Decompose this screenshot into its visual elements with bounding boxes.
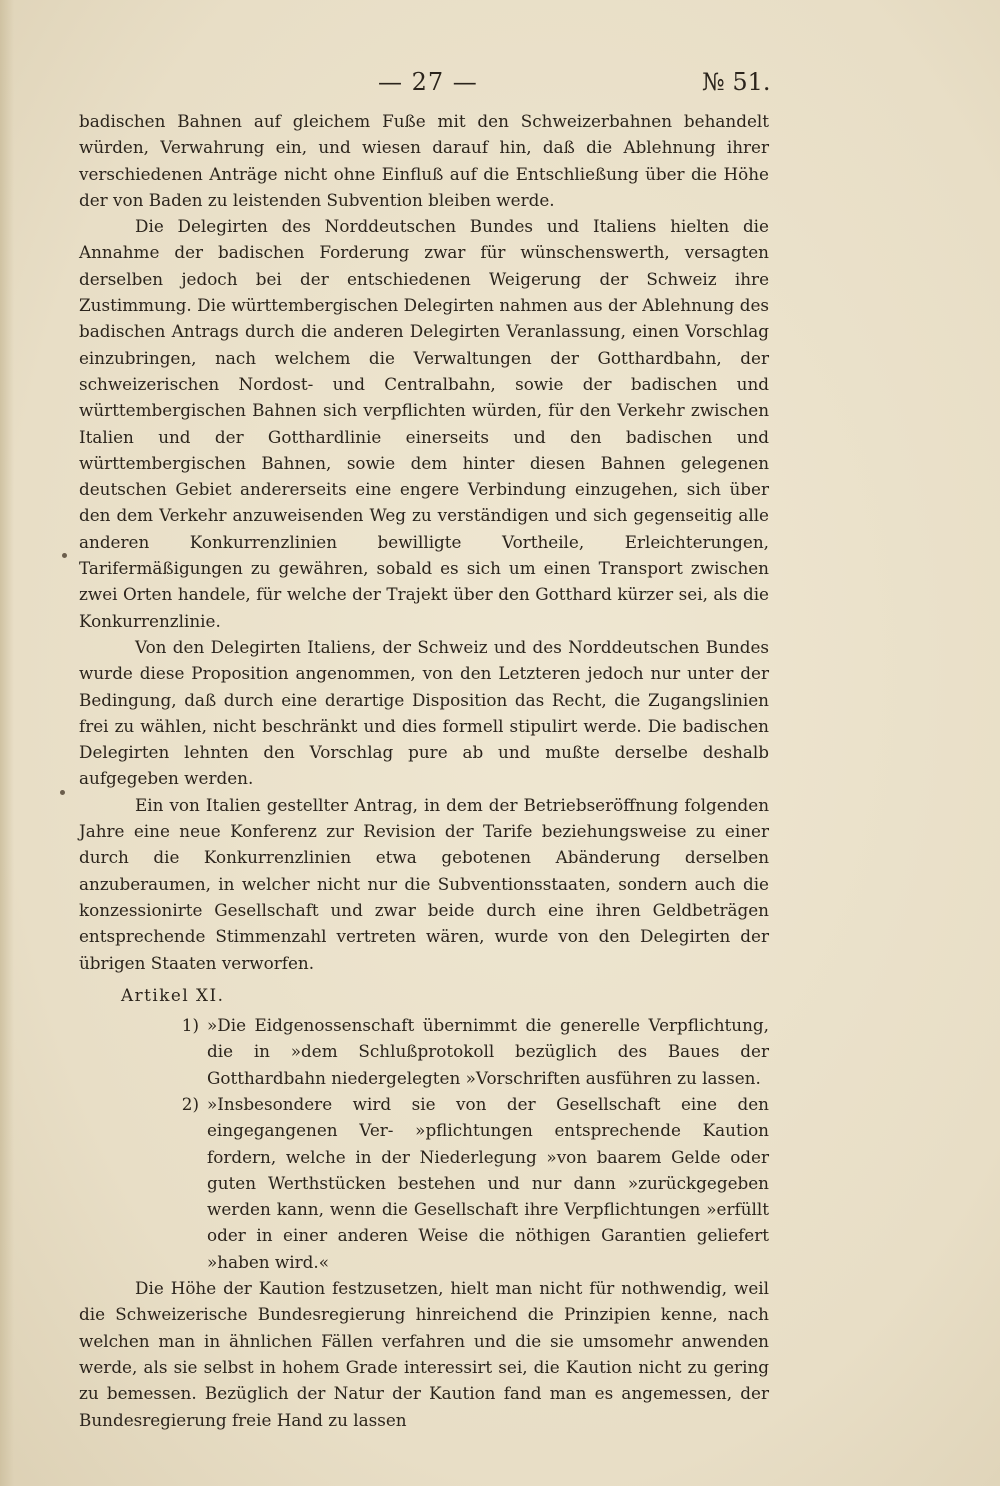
clause-text: »Insbesondere wird sie von der Gesellschaft eine den eingegangenen Ver- »pflichtungen entsprechende Kaution fordern, welche in der Niederlegung »von baarem Gelde oder guten Werthstücken bestehen und nur dann »zurückgegeben werden kann, wenn die Gesellschaft ihre Verpflichtungen »erfüllt oder in einer anderen Weise die nöthigen Garantien geliefert »haben wird.« [207, 1093, 769, 1272]
page-edge-shadow [0, 0, 14, 1486]
paragraph-proposition: Von den Delegirten Italiens, der Schweiz und des Norddeutschen Bundes wurde diese Proposition angenommen, von den Letzteren jedoch nur unter der Bedingung, daß durch eine derartige Disposition das Recht, die Zugangslinien frei zu wählen, nicht beschränkt und dies formell stipulirt werde. Die badischen Delegirten lehnten den Vorschlag pure ab und mußte derselbe deshalb aufgegeben werden. [79, 636, 769, 789]
body-text [79, 108, 769, 1433]
paragraph-continuation: badischen Bahnen auf gleichem Fuße mit den Schweizerbahnen behandelt würden, Verwahrung ein, und wiesen darauf hin, daß die Ablehnung ihrer verschiedenen Anträge nicht ohne Einfluß auf die Entschließung über die Höhe der von Baden zu leistenden Subvention bleiben werde. [79, 111, 769, 210]
paragraph-delegates: Die Delegirten des Norddeutschen Bundes und Italiens hielten die Annahme der badischen Forderung zwar für wünschenswerth, versagten derselben jedoch bei der entschiedenen Weigerung der Schweiz ihre Zustimmung. Die württembergischen Delegirten nahmen aus der Ablehnung des badischen Antrags durch die anderen Delegirten Veranlassung, einen Vorschlag einzubringen, nach welchem die Verwaltungen der Gotthardbahn, der schweizerischen Nordost- und Centralbahn, sowie der badischen und württembergischen Bahnen sich verpflichten würden, für den Verkehr zwischen Italien und der Gotthardlinie einerseits und den badischen und württembergischen Bahnen, sowie dem hinter diesen Bahnen gelegenen deutschen Gebiet andererseits eine engere Verbindung einzugehen, sich über den dem Verkehr anzuweisenden Weg zu verständigen und sich gegenseitig alle anderen Konkurrenzlinien bewilligte Vortheile, Erleichterungen, Tarifermäßigungen zu gewähren, sobald es sich um einen Transport zwischen zwei Orten handele, für welche der Trajekt über den Gotthard kürzer sei, als die Konkurrenzlinie. [79, 216, 769, 631]
margin-dot [60, 790, 65, 795]
article-heading: Artikel XI. [121, 984, 225, 1005]
clause-number: 1) [181, 1015, 199, 1036]
article-clause [79, 1012, 769, 1091]
page-header [0, 62, 1000, 102]
paragraph-kaution: Die Höhe der Kaution festzusetzen, hielt man nicht für nothwendig, weil die Schweizerische Bundesregierung hinreichend die Prinzipien kenne, nach welchen man in ähnlichen Fällen verfahren und die sie umsomehr anwenden werde, als sie selbst in hohem Grade interessirt sei, die Kaution nicht zu gering zu bemessen. Bezüglich der Natur der Kaution fand man es angemessen, der Bundesregierung freie Hand zu lassen [79, 1278, 769, 1430]
margin-dot [62, 553, 67, 558]
paragraph-italy-motion: Ein von Italien gestellter Antrag, in dem der Betriebseröffnung folgenden Jahre eine neue Konferenz zur Revision der Tarife beziehungsweise zu einer durch die Konkurrenzlinien etwa gebotenen Abänderung derselben anzuberaumen, in welcher nicht nur die Subventionsstaaten, sondern auch die konzessionirte Gesellschaft und zwar beide durch eine ihren Geldbeträgen entsprechende Stimmenzahl vertreten wären, wurde von den Delegirten der übrigen Staaten verworfen. [79, 794, 769, 973]
clause-number: 2) [181, 1093, 199, 1114]
article-clause [79, 1091, 769, 1275]
clause-text: »Die Eidgenossenschaft übernimmt die generelle Verpflichtung, die in »dem Schlußprotokoll bezüglich des Baues der Gotthardbahn niedergelegten »Vorschriften ausführen zu lassen. [207, 1015, 769, 1088]
page-number: — 27 — [378, 68, 478, 96]
document-number: № 51. [702, 68, 771, 96]
